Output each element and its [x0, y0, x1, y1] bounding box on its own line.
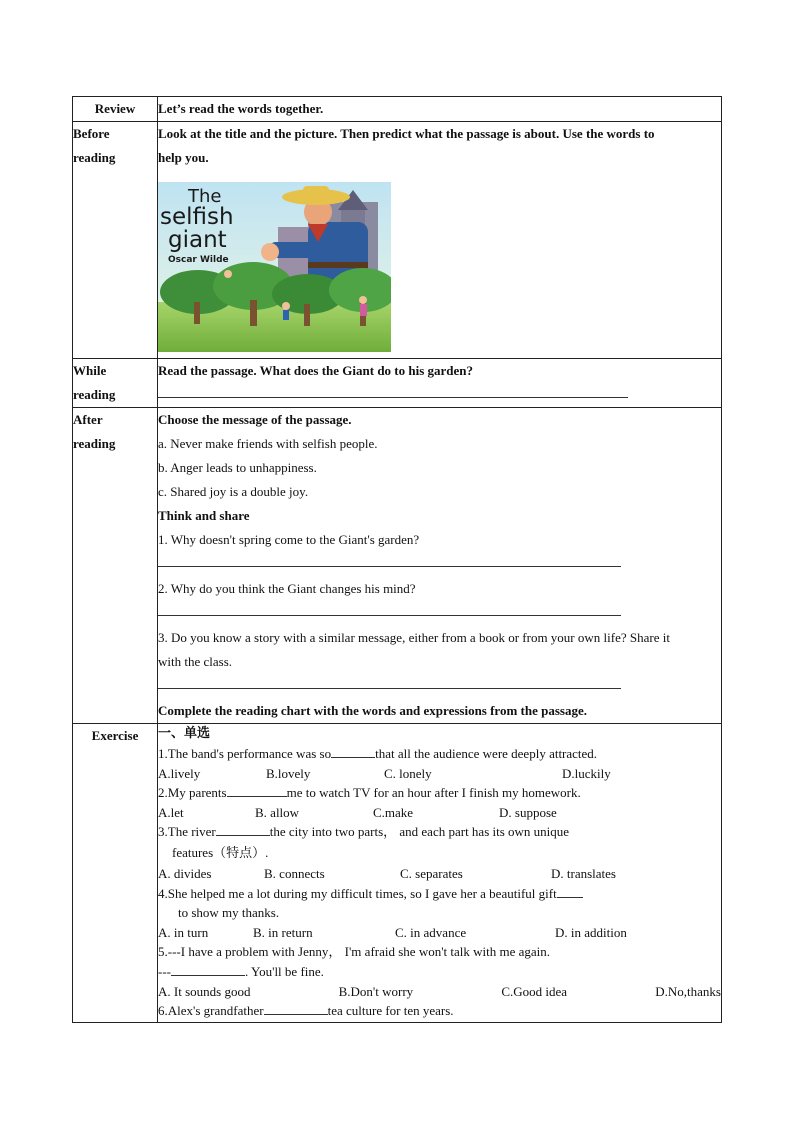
exercise-q5-option-d[interactable]: D.No,thanks [655, 983, 721, 999]
after-reading-question-3-line1: 3. Do you know a story with a similar message, either from a book or from your own life? Share it [158, 630, 670, 645]
exercise-row [73, 724, 722, 1023]
while-reading-content [158, 359, 722, 408]
after-reading-question-1: 1. Why doesn't spring come to the Giant's garden? [158, 532, 420, 547]
exercise-q1-options [158, 764, 721, 784]
exercise-q3-post: the city into two parts， and each part has its own unique [269, 824, 570, 840]
exercise-q2-option-c[interactable]: C.make [373, 804, 414, 820]
exercise-section-title: 一、单选 [158, 726, 211, 741]
before-reading-label-1: Before [73, 126, 110, 141]
exercise-label: Exercise [73, 724, 158, 1023]
exercise-q4 [158, 884, 721, 904]
after-reading-row [73, 408, 722, 724]
exercise-q5-option-c[interactable]: C.Good idea [501, 983, 568, 999]
after-reading-content [158, 408, 722, 724]
exercise-q1-option-a[interactable]: A.lively [158, 765, 201, 781]
exercise-q1-option-c[interactable]: C. lonely [384, 765, 432, 781]
exercise-q3-option-c[interactable]: C. separates [400, 865, 463, 881]
exercise-q1 [158, 744, 721, 764]
exercise-q3-option-b[interactable]: B. connects [264, 865, 325, 881]
after-reading-answer-line-2[interactable] [158, 601, 621, 616]
exercise-q4-option-b[interactable]: B. in return [253, 924, 313, 940]
cover-title-line2: selfish [160, 204, 234, 230]
while-reading-label-2: reading [73, 387, 116, 402]
exercise-q5-line1: 5.---I have a problem with Jenny， I'm afraid she won't talk with me again. [158, 944, 551, 960]
exercise-q3-pre: 3.The river [158, 824, 216, 840]
exercise-q4-option-a[interactable]: A. in turn [158, 924, 209, 940]
exercise-q2-option-d[interactable]: D. suppose [499, 804, 557, 820]
after-reading-answer-line-1[interactable] [158, 552, 621, 567]
exercise-q2-blank[interactable] [227, 784, 287, 797]
lesson-table [72, 96, 722, 1023]
exercise-content [158, 724, 722, 1023]
exercise-q4-blank[interactable] [557, 885, 583, 898]
exercise-q1-option-d[interactable]: D.luckily [562, 765, 611, 781]
exercise-q4-option-d[interactable]: D. in addition [555, 924, 627, 940]
exercise-q6-blank[interactable] [264, 1002, 328, 1015]
review-row [73, 97, 722, 122]
while-reading-label [73, 359, 158, 408]
exercise-q1-blank[interactable] [331, 745, 375, 758]
exercise-q1-option-b[interactable]: B.lovely [266, 765, 311, 781]
while-reading-question: Read the passage. What does the Giant do to his garden? [158, 363, 474, 378]
review-content [158, 97, 722, 122]
exercise-q3-options [158, 864, 721, 884]
after-reading-think-heading: Think and share [158, 508, 250, 523]
after-reading-label-1: After [73, 412, 103, 427]
before-reading-row [73, 122, 722, 359]
before-reading-label-2: reading [73, 150, 116, 165]
before-reading-label [73, 122, 158, 359]
exercise-q5-options [158, 982, 721, 1002]
after-reading-message-heading: Choose the message of the passage. [158, 412, 352, 427]
exercise-q3-line2: features（特点）. [172, 844, 269, 860]
exercise-q1-post: that all the audience were deeply attracted. [375, 746, 598, 761]
exercise-q4-pre: 4.She helped me a lot during my difficult times, so I gave her a beautiful gift [158, 885, 557, 901]
exercise-q2 [158, 783, 721, 803]
review-text: Let’s read the words together. [158, 101, 324, 116]
exercise-q5-line2 [158, 962, 721, 982]
before-reading-instruction-1: Look at the title and the picture. Then predict what the passage is about. Use the words to [158, 126, 655, 141]
after-reading-label-2: reading [73, 436, 116, 451]
exercise-q3-option-d[interactable]: D. translates [551, 865, 616, 881]
exercise-q3-blank[interactable] [216, 823, 270, 836]
while-reading-row [73, 359, 722, 408]
cover-title-line1: The [188, 186, 222, 207]
exercise-q2-pre: 2.My parents [158, 785, 227, 801]
exercise-q5-option-a[interactable]: A. It sounds good [158, 983, 251, 999]
after-reading-chart-instruction: Complete the reading chart with the words and expressions from the passage. [158, 703, 587, 718]
before-reading-instruction-2: help you. [158, 150, 209, 165]
cover-author: Oscar Wilde [168, 255, 229, 265]
after-reading-option-a[interactable]: a. Never make friends with selfish people. [158, 436, 378, 451]
after-reading-label [73, 408, 158, 724]
exercise-q2-option-b[interactable]: B. allow [255, 804, 300, 820]
selfish-giant-cover-image [158, 182, 391, 352]
exercise-q6 [158, 1001, 721, 1021]
after-reading-answer-line-3[interactable] [158, 674, 621, 689]
exercise-q4-option-c[interactable]: C. in advance [395, 924, 467, 940]
exercise-q2-post: me to watch TV for an hour after I finish my homework. [286, 785, 581, 801]
exercise-q6-post: tea culture for ten years. [327, 1003, 454, 1019]
exercise-q3 [158, 822, 721, 842]
after-reading-option-c[interactable]: c. Shared joy is a double joy. [158, 484, 309, 499]
exercise-q5-pre2: --- [158, 963, 171, 979]
exercise-q5-post2: . You'll be fine. [245, 963, 324, 979]
exercise-q6-pre: 6.Alex's grandfather [158, 1003, 264, 1019]
before-reading-content [158, 122, 722, 359]
review-label: Review [73, 97, 158, 122]
exercise-q4-line2: to show my thanks. [178, 905, 280, 921]
exercise-q5-option-b[interactable]: B.Don't worry [338, 983, 414, 999]
after-reading-question-2: 2. Why do you think the Giant changes his mind? [158, 581, 416, 596]
exercise-q3-option-a[interactable]: A. divides [158, 865, 212, 881]
while-reading-answer-line[interactable] [158, 383, 628, 398]
exercise-q4-options [158, 923, 721, 943]
after-reading-question-3-line2: with the class. [158, 654, 233, 669]
after-reading-option-b[interactable]: b. Anger leads to unhappiness. [158, 460, 317, 475]
cover-title-line3: giant [168, 227, 227, 253]
exercise-q2-options [158, 803, 721, 823]
while-reading-label-1: While [73, 363, 107, 378]
exercise-q2-option-a[interactable]: A.let [158, 804, 184, 820]
exercise-q5-blank[interactable] [171, 963, 245, 976]
exercise-q1-pre: 1.The band's performance was so [158, 746, 332, 761]
